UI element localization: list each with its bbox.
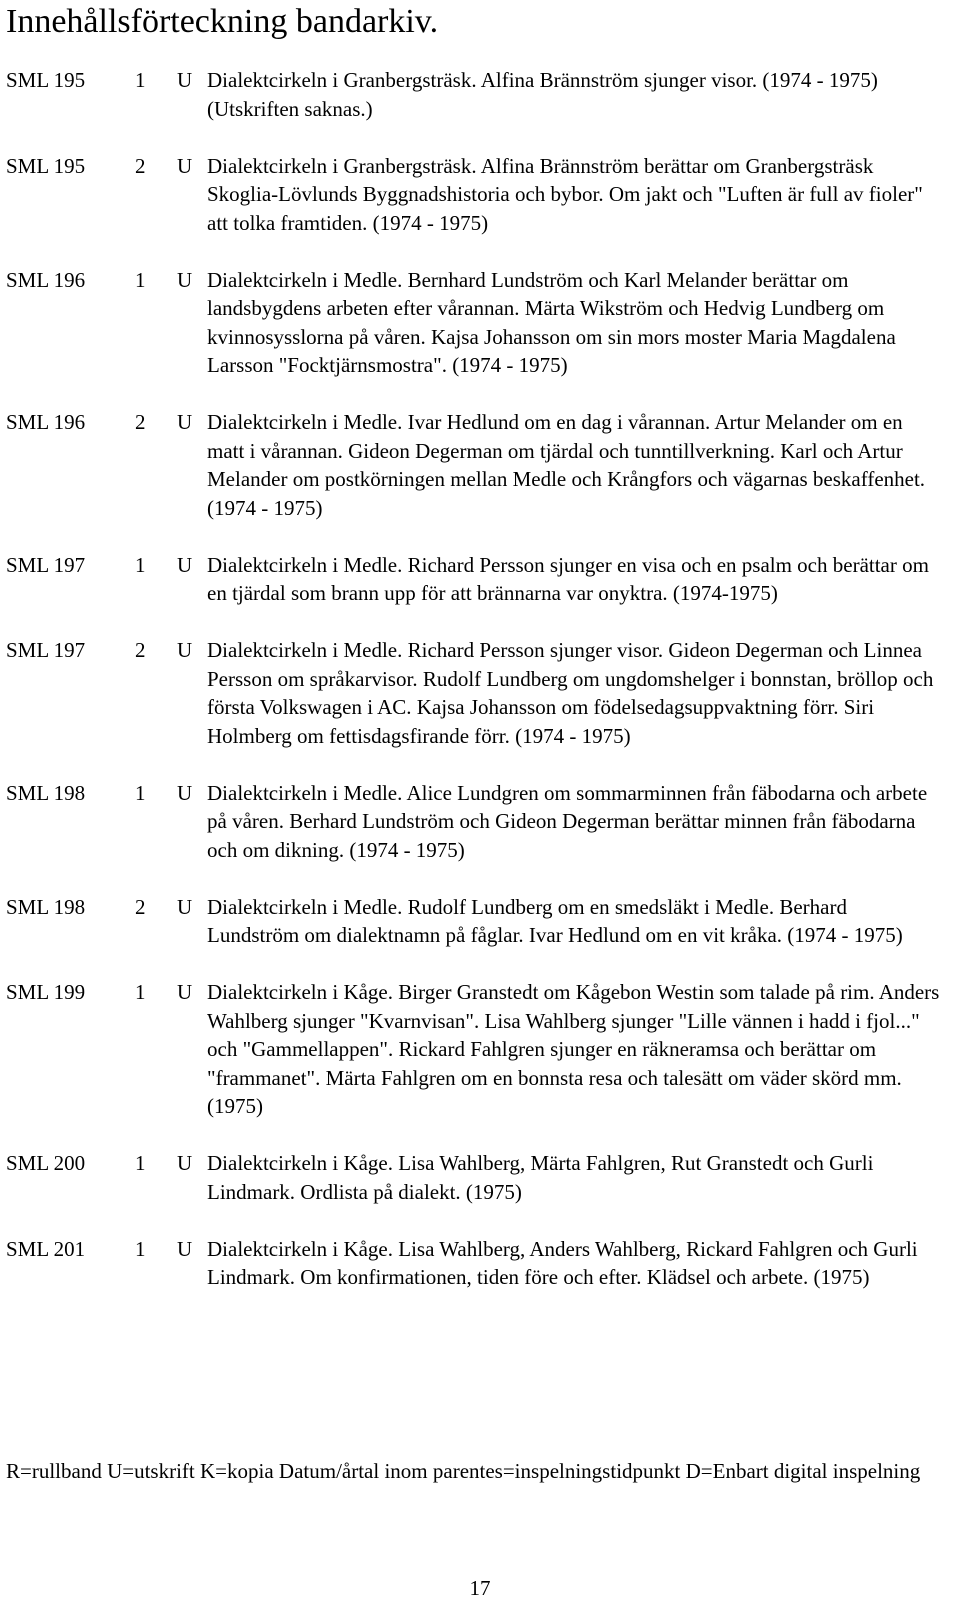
type-code: U bbox=[177, 68, 193, 92]
page-title: Innehållsförteckning bandarkiv. bbox=[6, 3, 439, 40]
type-code: U bbox=[177, 410, 193, 434]
side-number: 2 bbox=[135, 153, 146, 178]
entry-description: Dialektcirkeln i Medle. Ivar Hedlund om en dag i vårannan. Artur Melander om en matt i vårannan. Gideon Degerman om tjärdal och tunntillverkning. Karl och Artur Melander om postkörningen mellan Medle och Krångfors och vägarnas beskaffenhet. (1974 - 1975) bbox=[207, 410, 926, 520]
entry-description: Dialektcirkeln i Granbergsträsk. Alfina Brännström berättar om Granbergsträsk Skoglia-Lövlunds Byggnadshistoria och bybor. Om jakt och "Luften är full av fioler" att tolka framtiden. (1974 - 1975) bbox=[207, 153, 923, 235]
type-code: U bbox=[177, 267, 193, 292]
list-item bbox=[6, 266, 956, 380]
legend: R=rullband U=utskrift K=kopia Datum/årtal inom parentes=inspelningstidpunkt D=Enbart digital inspelning bbox=[6, 1459, 921, 1483]
tape-code: SML 198 bbox=[6, 780, 86, 805]
tape-code: SML 197 bbox=[6, 552, 86, 577]
side-number: 1 bbox=[135, 267, 146, 292]
entry-description: Dialektcirkeln i Medle. Richard Persson sjunger visor. Gideon Degerman och Linnea Persson om språkarvisor. Rudolf Lundberg om ungdomshelger i bonnstan, bröllop och första Volkswagen i AC. Kajsa Johansson om födelsedagsuppvaktning förr. Siri Holmberg om fettisdagsfirande förr. (1974 - 1975) bbox=[207, 638, 934, 748]
entry-description: Dialektcirkeln i Medle. Rudolf Lundberg om en smedsläkt i Medle. Berhard Lundström om dialektnamn på fåglar. Ivar Hedlund om en vit kråka. (1974 - 1975) bbox=[207, 894, 903, 947]
side-number: 2 bbox=[135, 894, 146, 919]
type-code: U bbox=[177, 1236, 193, 1261]
list-item bbox=[6, 1235, 956, 1292]
side-number: 1 bbox=[135, 552, 146, 577]
list-item bbox=[6, 779, 956, 865]
type-code: U bbox=[177, 552, 193, 577]
entry-description: Dialektcirkeln i Medle. Alice Lundgren om sommarminnen från fäbodarna och arbete på våren. Berhard Lundström och Gideon Degerman berättar minnen från fäbodarna och om dikning. (1974 - 1975) bbox=[207, 780, 928, 862]
list-item bbox=[6, 551, 956, 608]
side-number: 2 bbox=[135, 410, 146, 434]
entry-description: Dialektcirkeln i Kåge. Birger Granstedt om Kågebon Westin som talade på rim. Anders Wahlberg sjunger "Kvarnvisan". Lisa Wahlberg sjunger "Lille vännen i hadd i fjol..." och "Gammellappen". Rickard Fahlgren sjunger en räkneramsa och berättar om "frammanet". Märta Fahlgren om en bonnsta resa och talesätt om väder skörd mm. (1975) bbox=[207, 980, 940, 1118]
list-item bbox=[6, 1149, 956, 1206]
entry-description: Dialektcirkeln i Medle. Richard Persson sjunger en visa och en psalm och berättar om en tjärdal som brann upp för att brännarna var onyktra. (1974-1975) bbox=[207, 552, 929, 605]
entry-description: Dialektcirkeln i Medle. Bernhard Lundström och Karl Melander berättar om landsbygdens arbeten efter vårannan. Märta Wikström och Hedvig Lundberg om kvinnosysslorna på våren. Kajsa Johansson om sin mors moster Maria Magdalena Larsson "Focktjärnsmostra". (1974 - 1975) bbox=[207, 267, 896, 377]
type-code: U bbox=[177, 638, 193, 662]
side-number: 2 bbox=[135, 638, 146, 662]
page-number: 17 bbox=[469, 1576, 491, 1600]
tape-code: SML 195 bbox=[6, 68, 86, 92]
tape-code: SML 197 bbox=[6, 638, 86, 662]
tape-code: SML 199 bbox=[6, 980, 86, 1004]
tape-code: SML 196 bbox=[6, 410, 86, 434]
side-number: 1 bbox=[135, 68, 146, 92]
tape-code: SML 200 bbox=[6, 1151, 86, 1175]
side-number: 1 bbox=[135, 1236, 146, 1261]
entry-description: Dialektcirkeln i Kåge. Lisa Wahlberg, Märta Fahlgren, Rut Granstedt och Gurli Lindmark. Ordlista på dialekt. (1975) bbox=[207, 1151, 874, 1204]
tape-code: SML 198 bbox=[6, 894, 86, 919]
side-number: 1 bbox=[135, 1151, 146, 1175]
type-code: U bbox=[177, 153, 193, 178]
type-code: U bbox=[177, 780, 193, 805]
tape-code: SML 195 bbox=[6, 153, 86, 178]
type-code: U bbox=[177, 894, 193, 919]
type-code: U bbox=[177, 1151, 193, 1175]
tape-code: SML 201 bbox=[6, 1236, 86, 1261]
side-number: 1 bbox=[135, 780, 146, 805]
entry-description: Dialektcirkeln i Kåge. Lisa Wahlberg, Anders Wahlberg, Rickard Fahlgren och Gurli Lindmark. Om konfirmationen, tiden före och efter. Klädsel och arbete. (1975) bbox=[207, 1236, 918, 1289]
list-item bbox=[6, 978, 956, 1121]
list-item bbox=[6, 893, 956, 950]
type-code: U bbox=[177, 980, 193, 1004]
entry-list bbox=[6, 66, 956, 1320]
side-number: 1 bbox=[135, 980, 146, 1004]
list-item bbox=[6, 408, 956, 522]
list-item bbox=[6, 66, 956, 123]
list-item bbox=[6, 152, 956, 238]
tape-code: SML 196 bbox=[6, 267, 86, 292]
list-item bbox=[6, 636, 956, 750]
entry-description: Dialektcirkeln i Granbergsträsk. Alfina Brännström sjunger visor. (1974 - 1975) (Utskriften saknas.) bbox=[207, 68, 878, 121]
